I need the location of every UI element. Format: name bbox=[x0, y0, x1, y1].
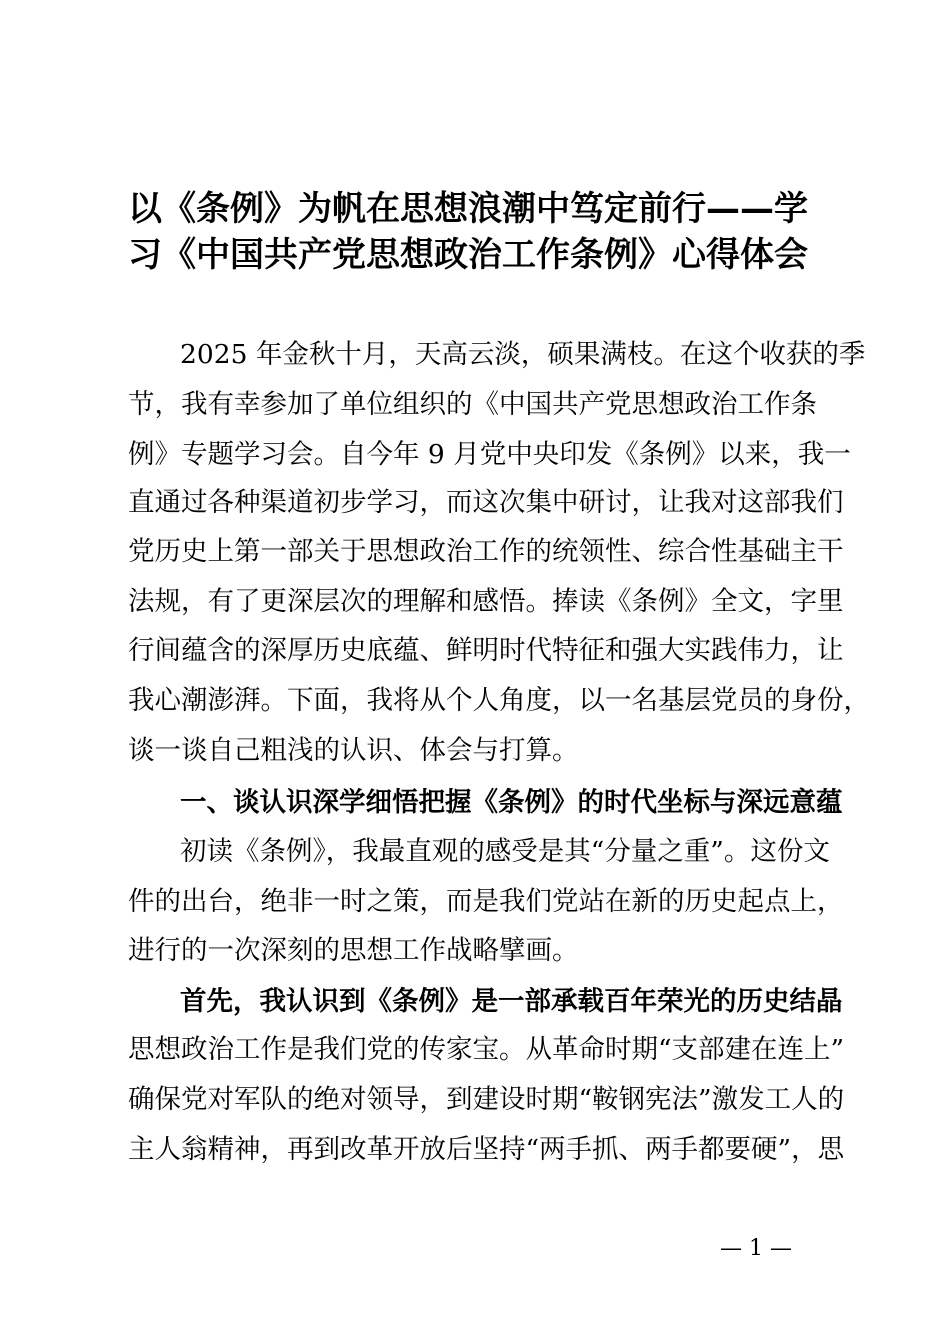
body-line: 例》专题学习会。自今年 9 月党中央印发《条例》以来，我一 bbox=[128, 439, 851, 470]
body-line: 行间蕴含的深厚历史底蕴、鲜明时代特征和强大实践伟力，让 bbox=[128, 635, 844, 666]
body-line: 我心潮澎湃。下面，我将从个人角度，以一名基层党员的身份， bbox=[128, 685, 870, 716]
body-line: 件的出台，绝非一时之策，而是我们党站在新的历史起点上， bbox=[128, 886, 844, 917]
body-line: 直通过各种渠道初步学习，而这次集中研讨，让我对这部我们 bbox=[128, 487, 844, 518]
body-line: 谈一谈自己粗浅的认识、体会与打算。 bbox=[128, 735, 579, 766]
section-heading: 一、谈认识深学细悟把握《条例》的时代坐标与深远意蕴 bbox=[180, 787, 843, 818]
body-line: 进行的一次深刻的思想工作战略擘画。 bbox=[128, 935, 579, 966]
body-line: 主人翁精神，再到改革开放后坚持“两手抓、两手都要硬”，思 bbox=[128, 1134, 845, 1165]
subsection-heading: 首先，我认识到《条例》是一部承载百年荣光的历史结晶 bbox=[180, 986, 843, 1017]
page-number: — 1 — bbox=[720, 1236, 792, 1261]
body-line: 2025 年金秋十月，天高云淡，硕果满枝。在这个收获的季 bbox=[180, 339, 866, 370]
body-line: 节，我有幸参加了单位组织的《中国共产党思想政治工作条 bbox=[128, 389, 817, 420]
body-line: 思想政治工作是我们党的传家宝。从革命时期“支部建在连上” bbox=[128, 1034, 845, 1065]
body-line: 初读《条例》，我最直观的感受是其“分量之重”。这份文 bbox=[180, 836, 830, 867]
body-line: 法规，有了更深层次的理解和感悟。捧读《条例》全文，字里 bbox=[128, 586, 844, 617]
title-line-1: 以《条例》为帆在思想浪潮中笃定前行——学 bbox=[128, 189, 808, 229]
title-line-2: 习《中国共产党思想政治工作条例》心得体会 bbox=[128, 235, 808, 275]
body-line: 党历史上第一部关于思想政治工作的统领性、综合性基础主干 bbox=[128, 536, 844, 567]
body-line: 确保党对军队的绝对领导，到建设时期“鞍钢宪法”激发工人的 bbox=[128, 1084, 845, 1115]
